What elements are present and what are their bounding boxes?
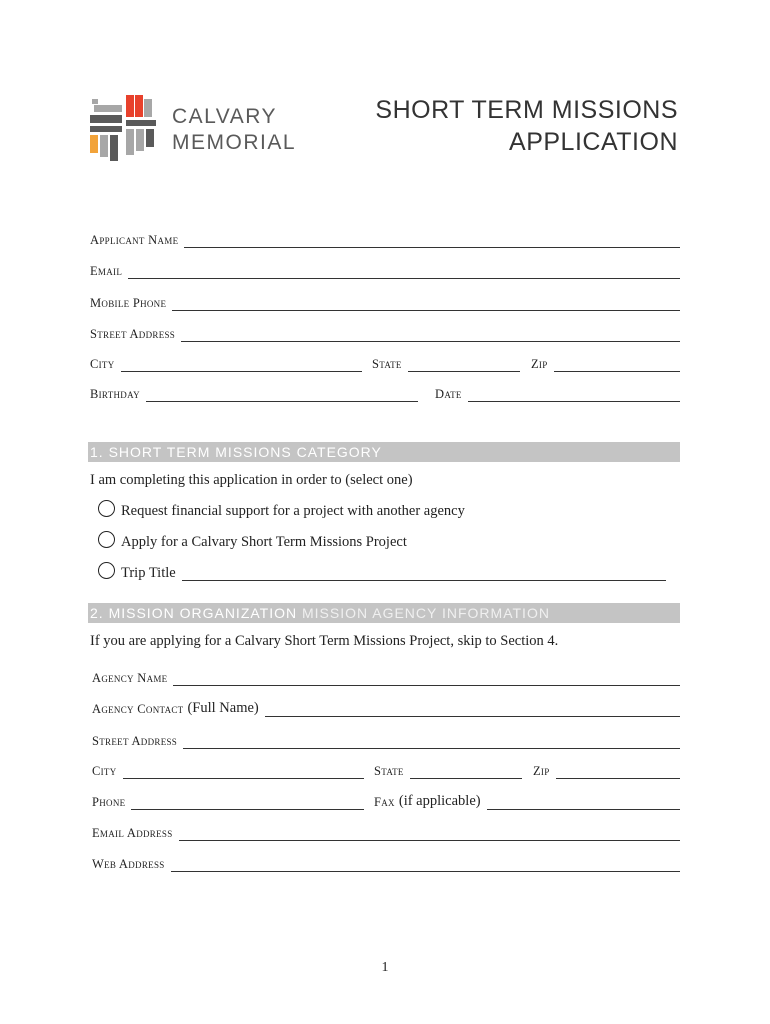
- mobile-phone-row: [0, 291, 770, 311]
- option-calvary-project-label: Apply for a Calvary Short Term Missions Project: [121, 533, 407, 550]
- agency-city-state-zip-row: [0, 759, 770, 779]
- applicant-name-label: Applicant Name: [90, 233, 179, 247]
- agency-contact-row: [0, 697, 770, 717]
- document-title: [375, 94, 678, 158]
- agency-name-line[interactable]: [173, 671, 680, 686]
- agency-name-row: [0, 666, 770, 686]
- agency-state-field[interactable]: [374, 759, 522, 779]
- agency-contact-line[interactable]: [265, 702, 680, 717]
- email-label: Email: [90, 264, 123, 278]
- section-2-number: 2.: [90, 605, 104, 621]
- section-1-header: [88, 442, 680, 462]
- street-address-row: [0, 322, 770, 342]
- state-label: State: [372, 357, 402, 371]
- city-label: City: [90, 357, 115, 371]
- state-field[interactable]: [372, 352, 520, 372]
- agency-web-label: Web Address: [92, 857, 165, 871]
- option-trip-title-label: Trip Title: [121, 564, 176, 581]
- date-field[interactable]: [435, 382, 680, 402]
- applicant-name-row: [0, 228, 770, 248]
- agency-street-field[interactable]: [92, 729, 680, 749]
- trip-title-line[interactable]: [182, 566, 666, 581]
- mobile-phone-line[interactable]: [172, 296, 680, 311]
- agency-street-line[interactable]: [183, 734, 680, 749]
- mobile-phone-field[interactable]: [90, 291, 680, 311]
- date-label: Date: [435, 387, 462, 401]
- agency-phone-fax-row: [0, 790, 770, 810]
- section-2-header: [88, 603, 680, 623]
- agency-email-label: Email Address: [92, 826, 173, 840]
- page-number: 1: [381, 960, 389, 975]
- mobile-phone-label: Mobile Phone: [90, 296, 167, 310]
- agency-contact-suffix: (Full Name): [187, 700, 259, 716]
- agency-email-line[interactable]: [179, 826, 680, 841]
- date-line[interactable]: [468, 387, 680, 402]
- section-1-title: SHORT TERM MISSIONS CATEGORY: [108, 444, 382, 460]
- city-line[interactable]: [121, 357, 362, 372]
- birthday-line[interactable]: [146, 387, 418, 402]
- agency-zip-line[interactable]: [556, 764, 680, 779]
- agency-email-row: [0, 821, 770, 841]
- agency-web-field[interactable]: [92, 852, 680, 872]
- section-2-intro: If you are applying for a Calvary Short Term Missions Project, skip to Section 4.: [90, 633, 559, 649]
- agency-street-label: Street Address: [92, 734, 178, 748]
- email-row: [0, 259, 770, 279]
- agency-contact-label: Agency Contact: [92, 702, 184, 716]
- city-field[interactable]: [90, 352, 362, 372]
- applicant-name-field[interactable]: [90, 228, 680, 248]
- org-name-line2: MEMORIAL: [172, 131, 297, 154]
- agency-city-field[interactable]: [92, 759, 364, 779]
- agency-state-line[interactable]: [410, 764, 522, 779]
- agency-state-label: State: [374, 764, 404, 778]
- section-2-title-b: MISSION AGENCY INFORMATION: [302, 605, 550, 621]
- agency-web-row: [0, 852, 770, 872]
- zip-field[interactable]: [531, 352, 680, 372]
- street-address-field[interactable]: [90, 322, 680, 342]
- calvary-memorial-logo-icon: [88, 95, 158, 161]
- section-1-number: 1.: [90, 444, 104, 460]
- section-1-intro: I am completing this application in order to (select one): [90, 472, 413, 488]
- agency-fax-suffix: (if applicable): [398, 793, 481, 809]
- org-name: [172, 104, 296, 156]
- option-calvary-project[interactable]: [98, 531, 407, 553]
- agency-phone-field[interactable]: [92, 790, 364, 810]
- agency-zip-label: Zip: [533, 764, 550, 778]
- birthday-date-row: [0, 382, 770, 402]
- email-line[interactable]: [128, 264, 680, 279]
- email-field[interactable]: [90, 259, 680, 279]
- agency-city-label: City: [92, 764, 117, 778]
- state-line[interactable]: [408, 357, 520, 372]
- radio-financial-support[interactable]: [98, 500, 115, 517]
- agency-zip-field[interactable]: [533, 759, 680, 779]
- agency-fax-line[interactable]: [487, 795, 680, 810]
- radio-calvary-project[interactable]: [98, 531, 115, 548]
- option-trip-title[interactable]: [98, 562, 666, 584]
- agency-web-line[interactable]: [171, 857, 680, 872]
- section-2-title-a: MISSION ORGANIZATION: [108, 605, 298, 621]
- zip-line[interactable]: [554, 357, 680, 372]
- zip-label: Zip: [531, 357, 548, 371]
- title-line1: SHORT TERM MISSIONS: [375, 96, 678, 124]
- agency-contact-field[interactable]: [92, 697, 680, 717]
- birthday-label: Birthday: [90, 387, 140, 401]
- title-line2: APPLICATION: [509, 128, 678, 156]
- birthday-field[interactable]: [90, 382, 418, 402]
- agency-name-label: Agency Name: [92, 671, 168, 685]
- option-financial-support[interactable]: [98, 500, 465, 522]
- street-address-line[interactable]: [181, 327, 680, 342]
- agency-name-field[interactable]: [92, 666, 680, 686]
- applicant-name-line[interactable]: [184, 233, 680, 248]
- option-financial-support-label: Request financial support for a project with another agency: [121, 502, 465, 519]
- street-address-label: Street Address: [90, 327, 176, 341]
- agency-phone-line[interactable]: [131, 795, 364, 810]
- agency-street-row: [0, 729, 770, 749]
- city-state-zip-row: [0, 352, 770, 372]
- agency-phone-label: Phone: [92, 795, 126, 809]
- org-name-line1: CALVARY: [172, 105, 278, 128]
- agency-fax-label: Fax: [374, 795, 395, 809]
- radio-trip-title[interactable]: [98, 562, 115, 579]
- agency-city-line[interactable]: [123, 764, 364, 779]
- agency-fax-field[interactable]: [374, 790, 680, 810]
- agency-email-field[interactable]: [92, 821, 680, 841]
